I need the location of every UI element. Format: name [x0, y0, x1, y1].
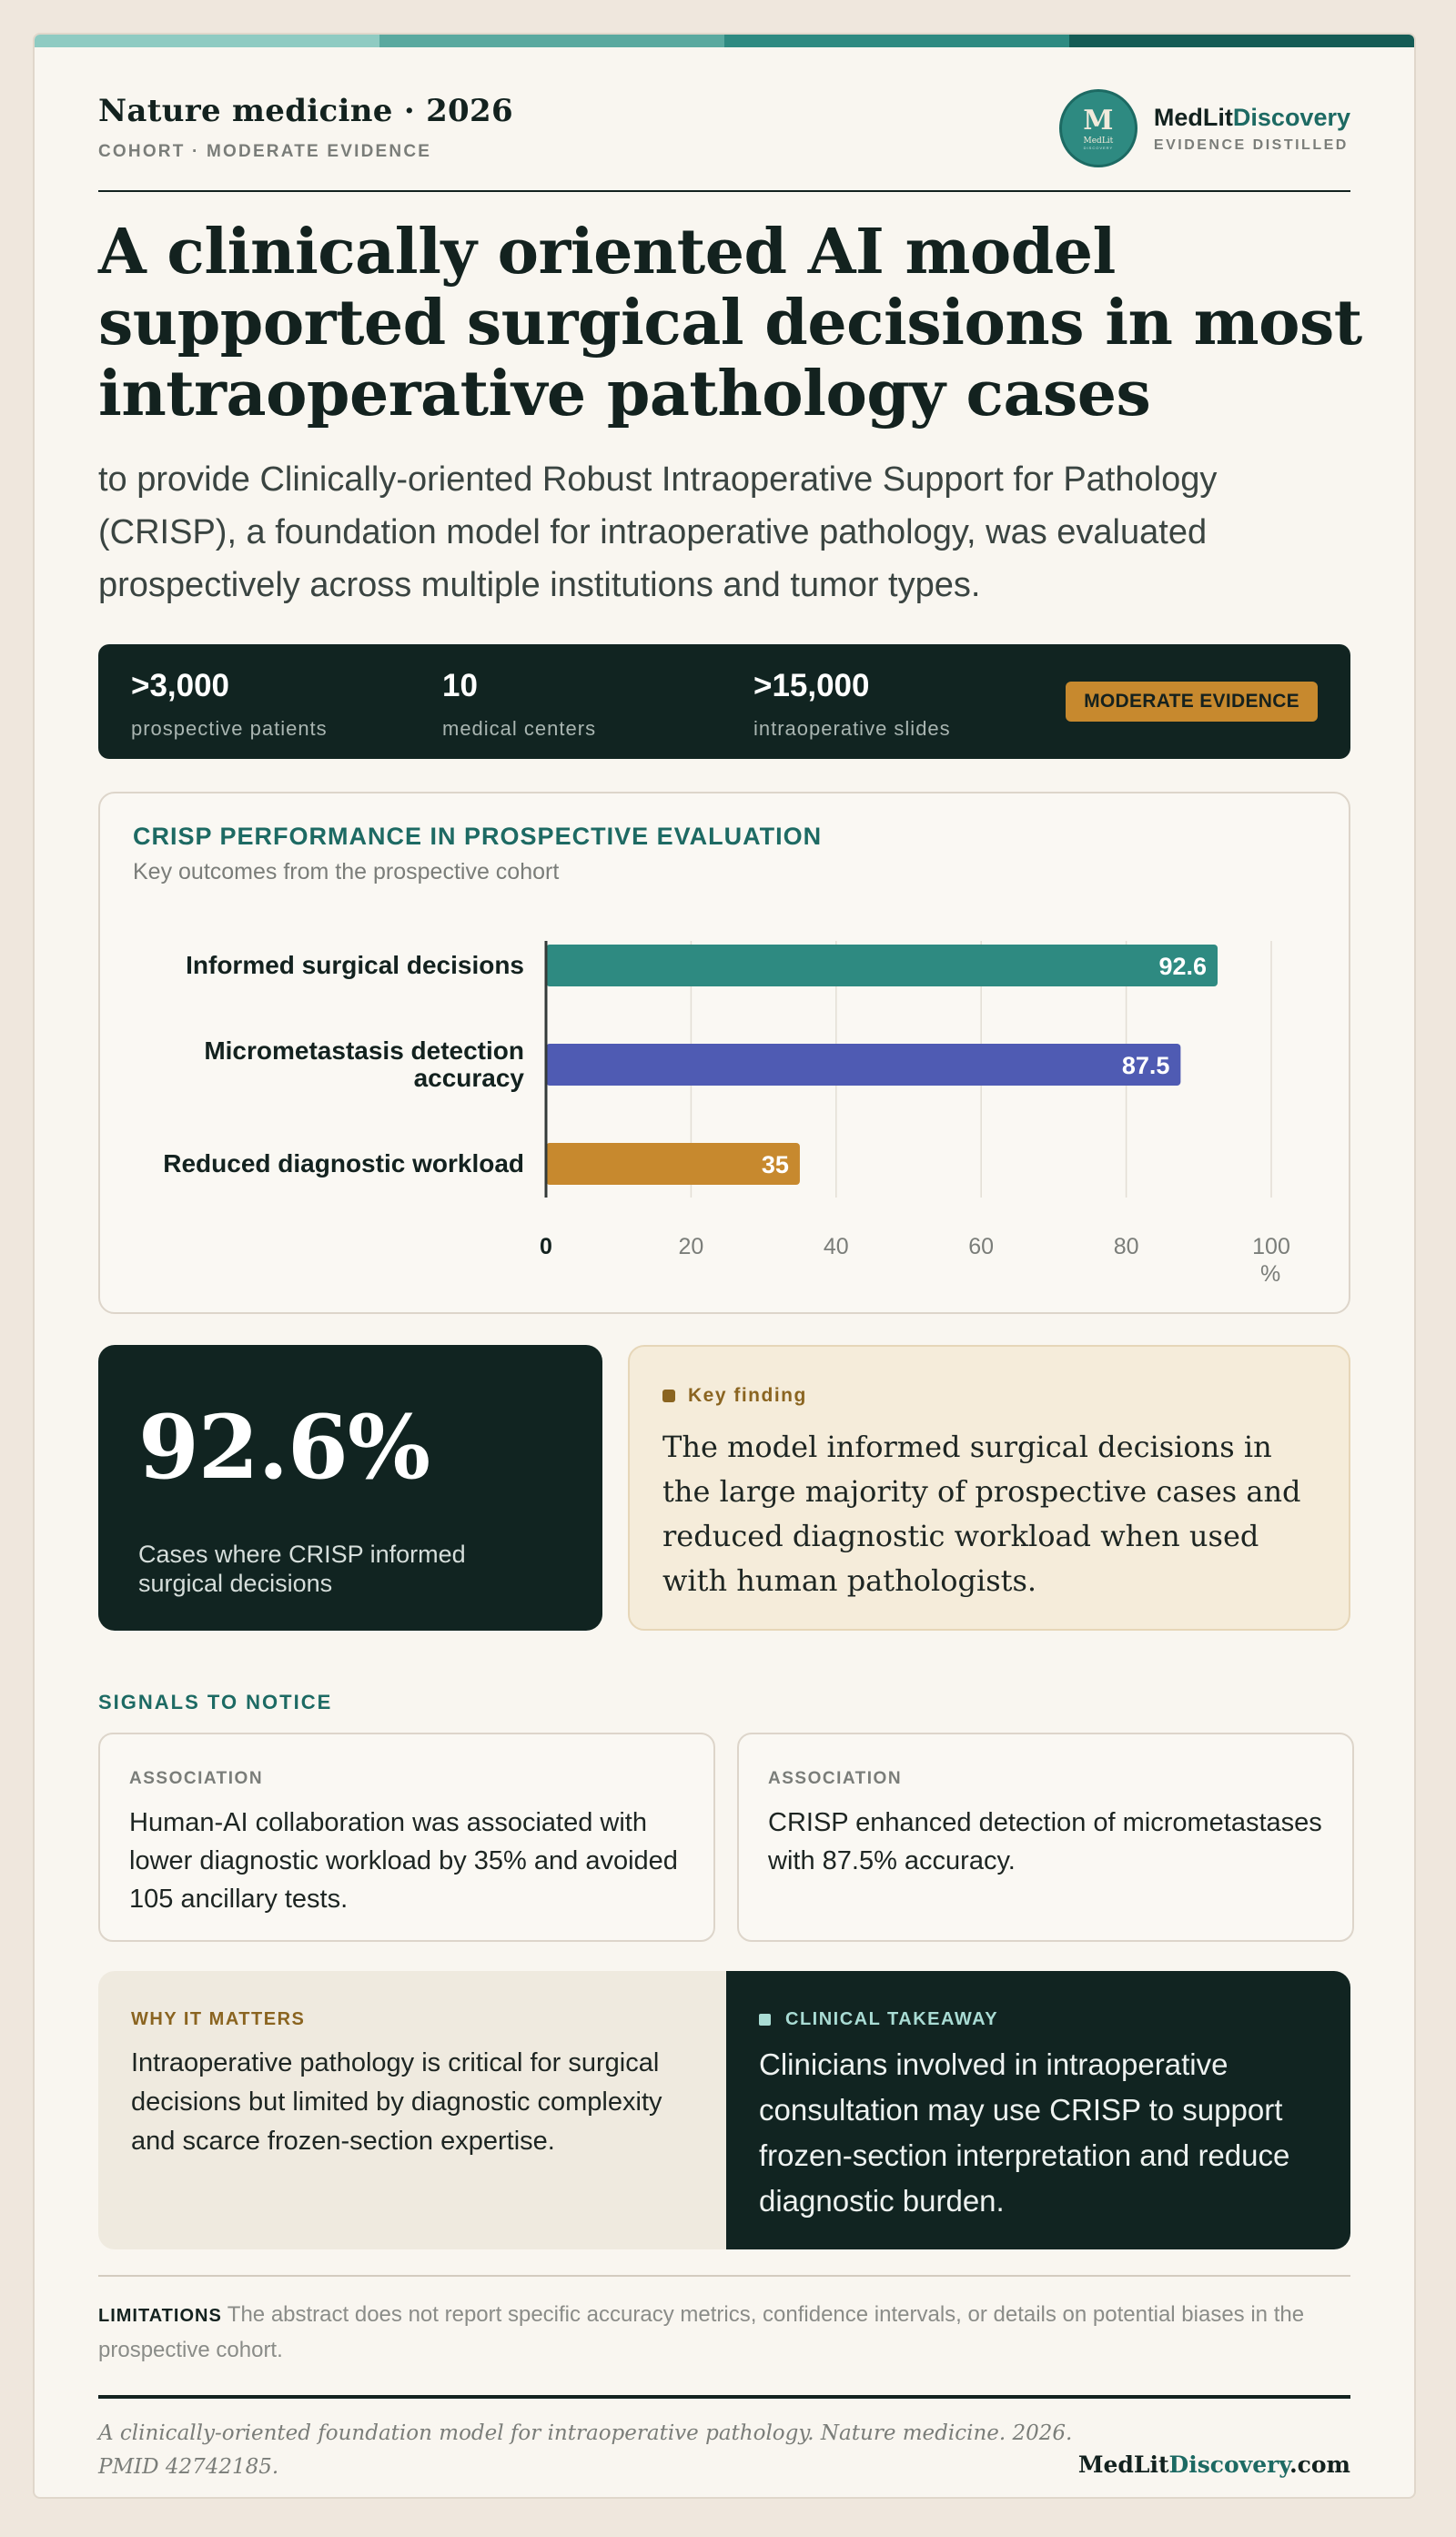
- x-tick-label: 0: [540, 1234, 552, 1259]
- header-divider: [98, 190, 1350, 192]
- why-it-matters-text: Intraoperative pathology is critical for surgical decisions but limited by diagnostic complexity and scarce frozen-section expertise.: [131, 2048, 662, 2156]
- brand-tagline: EVIDENCE DISTILLED: [1153, 136, 1349, 153]
- limitations-text: The abstract does not report specific accuracy metrics, confidence intervals, or details on potential biases in the prospective cohort.: [98, 2302, 1305, 2362]
- stat-label: prospective patients: [131, 717, 328, 740]
- stat-slides: [753, 668, 951, 741]
- signals-title: SIGNALS TO NOTICE: [98, 1691, 333, 1713]
- bar-value-label: 87.5: [1121, 1052, 1170, 1079]
- headline-stat-card: [98, 1345, 602, 1631]
- signal-card: [98, 1733, 715, 1942]
- takeaway-header: [759, 2009, 998, 2030]
- stat-label: medical centers: [442, 717, 597, 740]
- citation-line: A clinically-oriented foundation model for intraoperative pathology. Nature medicine. 2026.: [98, 2421, 1073, 2445]
- footer-divider: [98, 2395, 1350, 2399]
- lede: to provide Clinically-oriented Robust Intraoperative Support for Pathology (CRISP), a foundation model for intraoperative pathology, was evaluated prospectively across multiple institutions and tumor types.: [98, 460, 1218, 604]
- brand-logo: [1059, 89, 1138, 167]
- category-label: Micrometastasis detection: [204, 1036, 524, 1065]
- key-finding-label: Key finding: [688, 1385, 807, 1406]
- evidence-badge: MODERATE EVIDENCE: [1066, 682, 1318, 722]
- stat-value: 10: [442, 668, 478, 703]
- takeaway-text: Clinicians involved in intraoperative consultation may use CRISP to support frozen-section interpretation and reduce diagnostic burden.: [759, 2047, 1290, 2218]
- site-prefix: MedLit: [1077, 2451, 1169, 2478]
- stat-value: >3,000: [131, 668, 230, 703]
- x-tick-label: 40: [823, 1234, 849, 1259]
- bar-chart: [100, 793, 1352, 1312]
- citation: [98, 2417, 1099, 2484]
- limitations: [98, 2298, 1354, 2368]
- stat-centers: [442, 668, 596, 741]
- bar-value-label: 92.6: [1158, 953, 1208, 980]
- key-finding-header: [662, 1385, 807, 1407]
- stat-patients: [131, 668, 328, 741]
- headline-stat-label: Cases where CRISP informed surgical decisions: [138, 1541, 466, 1597]
- logo-small-text: DISCOVERY: [1083, 145, 1114, 150]
- category-label: Informed surgical decisions: [186, 951, 524, 979]
- signal-card: [737, 1733, 1354, 1942]
- x-tick-label: 80: [1113, 1234, 1139, 1259]
- infographic-card: [33, 33, 1416, 2499]
- bottom-panels: [98, 1971, 1350, 2249]
- clinical-takeaway-panel: [726, 1971, 1350, 2249]
- signal-tag: ASSOCIATION: [129, 1769, 264, 1788]
- limitations-label: LIMITATIONS: [98, 2306, 222, 2326]
- x-unit-label: %: [1260, 1261, 1281, 1287]
- logo-letter: M: [1083, 104, 1114, 136]
- stat-value: >15,000: [753, 668, 870, 703]
- x-tick-label: 20: [678, 1234, 704, 1259]
- key-finding-text: The model informed surgical decisions in the large majority of prospective cases and reduced diagnostic workload when used with human pathologists.: [662, 1430, 1301, 1598]
- stat-label: intraoperative slides: [753, 717, 951, 740]
- takeaway-tag: CLINICAL TAKEAWAY: [785, 2009, 999, 2029]
- category-label: accuracy: [413, 1064, 524, 1092]
- limitations-divider: [98, 2275, 1350, 2277]
- chart-card: [98, 792, 1350, 1314]
- brand-lockup[interactable]: [1059, 89, 1350, 167]
- site-accent: Discovery: [1168, 2451, 1289, 2478]
- site-suffix: .com: [1289, 2451, 1350, 2478]
- key-finding-card: [628, 1345, 1350, 1631]
- chart-title: CRISP PERFORMANCE IN PROSPECTIVE EVALUATION: [133, 823, 823, 850]
- brand-name: [1154, 104, 1350, 132]
- stats-bar: [98, 644, 1350, 759]
- brand-prefix: MedLit: [1153, 103, 1233, 131]
- headline: A clinically oriented AI model supported surgical decisions in most intraoperative pathology cases: [98, 216, 1362, 430]
- why-it-matters-tag: WHY IT MATTERS: [131, 2009, 306, 2029]
- why-it-matters-panel: [98, 1971, 726, 2249]
- square-bullet-icon: [662, 1390, 675, 1402]
- bar-value-label: 35: [761, 1151, 789, 1178]
- signal-text: Human-AI collaboration was associated with lower diagnostic workload by 35% and avoided 105 ancillary tests.: [129, 1808, 678, 1914]
- signal-text: CRISP enhanced detection of micrometastases with 87.5% accuracy.: [768, 1808, 1322, 1875]
- signal-tag: ASSOCIATION: [768, 1769, 903, 1788]
- journal-year: Nature medicine · 2026: [98, 93, 513, 129]
- x-tick-label: 60: [968, 1234, 995, 1259]
- x-tick-label: 100: [1252, 1234, 1290, 1259]
- logo-text: MedLit: [1083, 136, 1114, 146]
- square-bullet-icon: [759, 2014, 771, 2026]
- bar: [546, 1044, 1180, 1086]
- brand-accent: Discovery: [1232, 103, 1350, 131]
- bar: [546, 945, 1218, 986]
- site-link[interactable]: [1078, 2451, 1350, 2478]
- chart-subtitle: Key outcomes from the prospective cohort: [133, 859, 560, 884]
- headline-stat-value: 92.6%: [138, 1396, 430, 1499]
- category-label: Reduced diagnostic workload: [163, 1149, 524, 1178]
- citation-pmid: PMID 42742185.: [98, 2455, 279, 2479]
- study-type: COHORT · MODERATE EVIDENCE: [98, 142, 432, 161]
